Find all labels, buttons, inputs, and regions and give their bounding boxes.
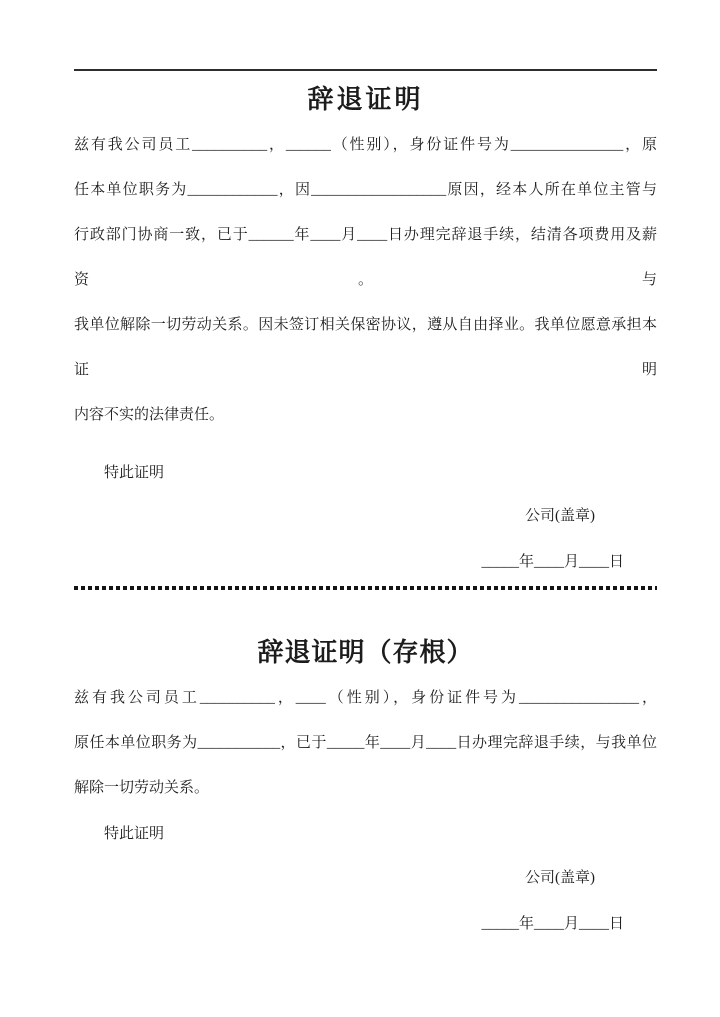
top-horizontal-rule xyxy=(74,69,657,71)
stub-body xyxy=(74,676,657,811)
stub-body-line: 原任本单位职务为___________，已于_____年____月____日办理完辞退手续，与我单位 xyxy=(74,735,657,751)
stub-company-seal-label: 公司(盖章) xyxy=(525,870,595,886)
certificate-closing-text: 特此证明 xyxy=(104,465,165,481)
certificate-body xyxy=(74,123,657,438)
certificate-body-line: 我单位解除一切劳动关系。因未签订相关保密协议，遵从自由择业。我单位愿意承担本证明 xyxy=(74,317,657,378)
stub-title: 辞退证明（存根） xyxy=(257,638,474,667)
certificate-body-line: 行政部门协商一致，已于______年____月____日办理完辞退手续，结清各项费用及薪资。与 xyxy=(74,227,657,288)
certificate-body-line: 兹有我公司员工__________，______（性别），身份证件号为_______________，原 xyxy=(74,137,657,153)
stub-date-blank-line: _____年____月____日 xyxy=(481,916,624,932)
stub-closing-text: 特此证明 xyxy=(104,826,165,842)
dotted-separator-line xyxy=(74,586,657,590)
certificate-date-blank-line: _____年____月____日 xyxy=(481,554,624,570)
stub-body-line: 解除一切劳动关系。 xyxy=(74,780,210,796)
certificate-body-line: 任本单位职务为____________，因__________________原因，经本人所在单位主管与 xyxy=(74,182,657,198)
certificate-title: 辞退证明 xyxy=(307,85,424,114)
stub-body-line: 兹有我公司员工__________，____（性别），身份证件号为________________， xyxy=(74,690,657,706)
certificate-body-line: 内容不实的法律责任。 xyxy=(74,407,225,423)
certificate-company-seal-label: 公司(盖章) xyxy=(525,508,595,524)
